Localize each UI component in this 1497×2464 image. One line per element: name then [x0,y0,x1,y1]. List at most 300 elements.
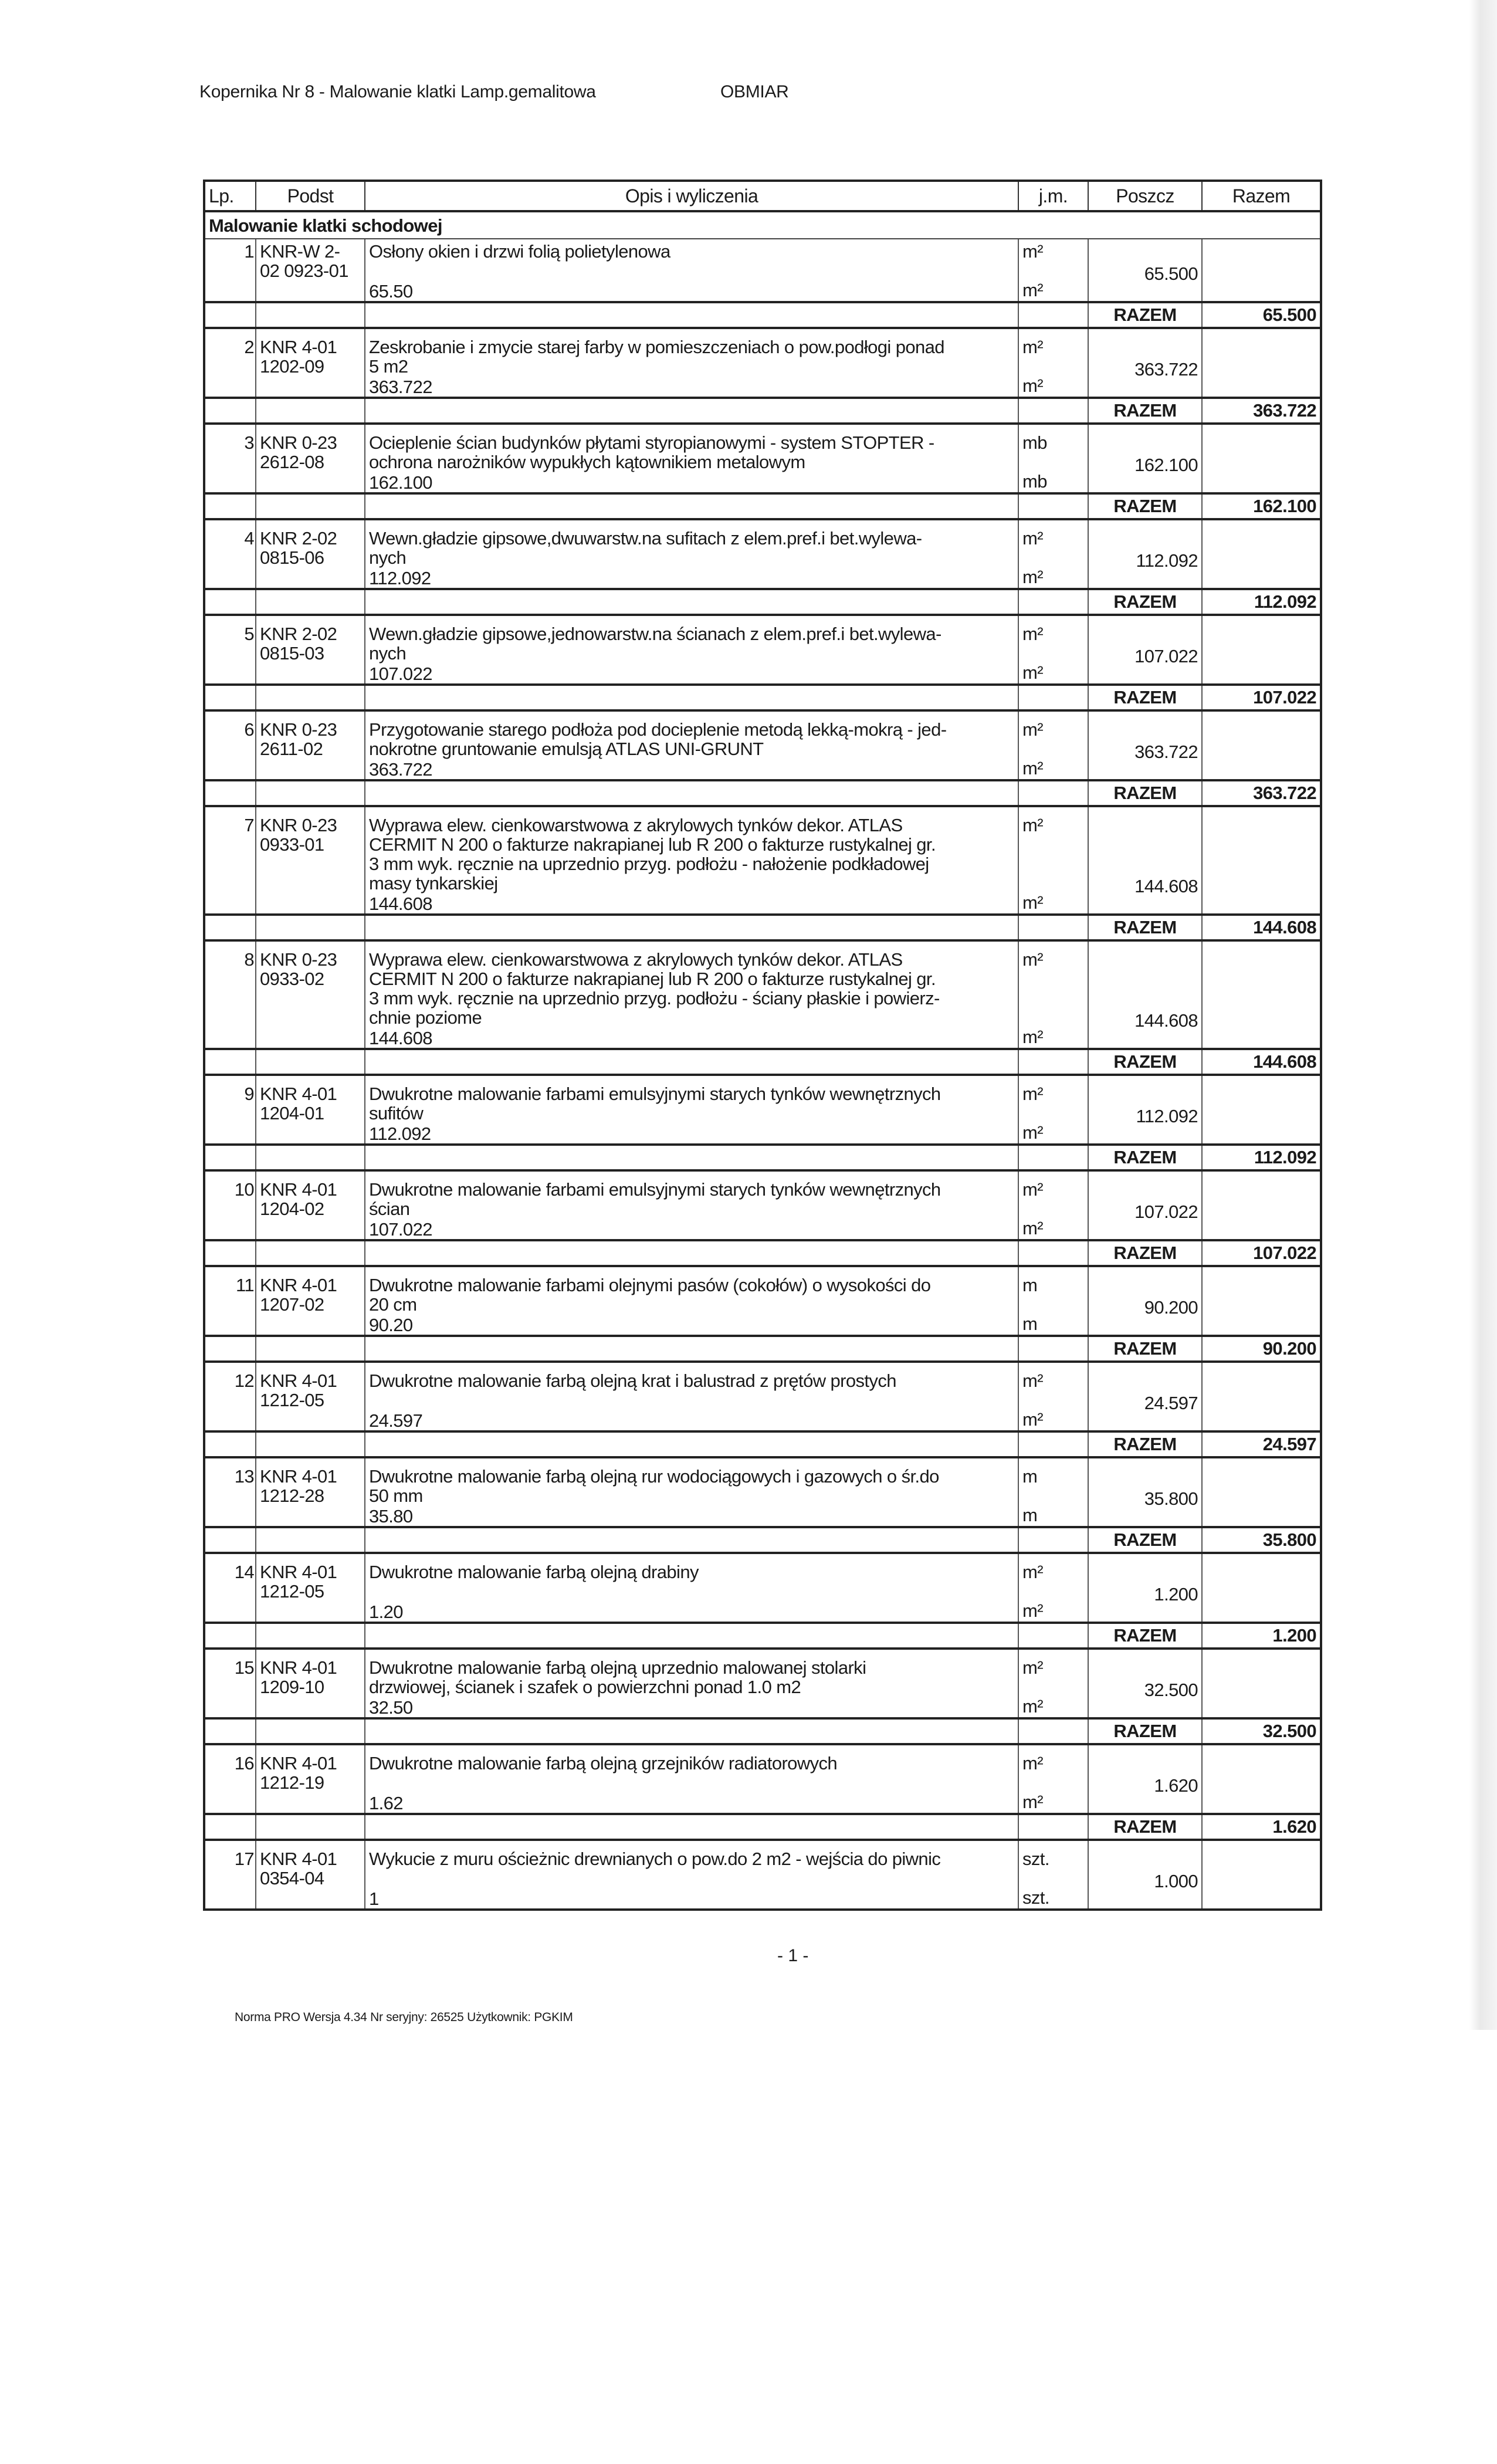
razem-empty-cell [1018,589,1088,615]
item-podst [256,1656,365,1718]
description-line: Ocieplenie ścian budynków płytami styropianowymi - system STOPTER - [369,432,934,453]
podst-line: KNR 2-02 [260,624,337,644]
razem-empty-cell [204,1336,256,1362]
razem-label: RAZEM [1088,1049,1202,1075]
podst-line: 02 0923-01 [260,260,348,281]
item-lp: 3 [204,431,256,493]
spacer-cell [1018,1075,1088,1082]
item-quantity-calc: 32.50 [369,1697,413,1718]
spacer-cell [204,1170,256,1177]
podst-line: 1212-19 [260,1772,324,1793]
item-unit-result: m² [1022,1409,1043,1430]
spacer-row [204,519,1321,526]
description-line: Dwukrotne malowanie farbą olejną drabiny [369,1562,699,1582]
podst-line: KNR 2-02 [260,528,337,549]
item-unit: m² [1022,1370,1043,1391]
spacer-cell [256,1457,365,1464]
podst-line: KNR 0-23 [260,719,337,740]
item-poszcz: 1.000 [1088,1847,1202,1910]
description-line: chnie poziome [369,1007,482,1028]
item-quantity-calc: 1.62 [369,1793,403,1813]
razem-label: RAZEM [1088,589,1202,615]
item-unit: m² [1022,624,1043,644]
spacer-cell [1202,710,1321,717]
description-line: Dwukrotne malowanie farbami emulsyjnymi starych tynków wewnętrznych [369,1179,941,1200]
item-unit: m [1022,1275,1038,1295]
spacer-cell [1088,1266,1202,1273]
razem-value: 107.022 [1202,1240,1321,1266]
col-podst: Podst [256,181,365,211]
spacer-cell [256,328,365,335]
item-unit-result: m [1022,1505,1038,1525]
spacer-cell [204,940,256,947]
razem-row [204,685,1321,710]
razem-row [204,1527,1321,1553]
razem-row [204,302,1321,328]
razem-empty-cell [365,1240,1018,1266]
table-row [204,1847,1321,1910]
item-unit-cell [1018,1177,1088,1240]
spacer-cell [204,1649,256,1656]
spacer-cell [204,328,256,335]
table-row [204,431,1321,493]
description-line: Dwukrotne malowanie farbą olejną rur wodociągowych i gazowych o śr.do [369,1466,939,1487]
item-quantity-calc: 363.722 [369,759,432,780]
razem-empty-cell [204,589,256,615]
item-razem-empty [1202,526,1321,589]
spacer-cell [1202,1840,1321,1847]
spacer-cell [1018,806,1088,813]
spacer-row [204,1553,1321,1560]
spacer-cell [204,1457,256,1464]
spacer-cell [1202,940,1321,947]
spacer-cell [365,1457,1018,1464]
item-lp: 13 [204,1464,256,1527]
podst-line: KNR 4-01 [260,1275,337,1295]
razem-empty-cell [204,915,256,940]
razem-row [204,780,1321,806]
podst-line: KNR 4-01 [260,337,337,357]
razem-label: RAZEM [1088,685,1202,710]
razem-row [204,398,1321,424]
item-poszcz: 144.608 [1088,813,1202,915]
item-razem-empty [1202,622,1321,685]
razem-empty-cell [256,1336,365,1362]
razem-label: RAZEM [1088,1814,1202,1840]
description-line: 3 mm wyk. ręcznie na uprzednio przyg. podłożu - ściany płaskie i powierz- [369,988,940,1008]
spacer-cell [1018,615,1088,622]
razem-empty-cell [1018,302,1088,328]
item-razem-empty [1202,431,1321,493]
razem-empty-cell [365,915,1018,940]
item-description [365,1751,1018,1814]
razem-empty-cell [365,302,1018,328]
razem-row [204,1336,1321,1362]
item-unit-cell [1018,1082,1088,1145]
col-jm: j.m. [1018,181,1088,211]
item-podst [256,1464,365,1527]
description-line: drzwiowej, ścianek i szafek o powierzchni ponad 1.0 m2 [369,1677,801,1697]
podst-line: KNR 0-23 [260,432,337,453]
spacer-cell [256,1840,365,1847]
spacer-cell [365,1266,1018,1273]
spacer-cell [1018,1170,1088,1177]
table-row [204,1560,1321,1623]
spacer-cell [365,1362,1018,1369]
spacer-cell [1018,1266,1088,1273]
item-description [365,1177,1018,1240]
podst-line: 0815-03 [260,643,324,664]
table-row [204,1177,1321,1240]
item-podst [256,1560,365,1623]
item-unit-result: m² [1022,1600,1043,1621]
razem-value: 1.620 [1202,1814,1321,1840]
item-description [365,1369,1018,1431]
spacer-cell [1202,1266,1321,1273]
item-lp: 12 [204,1369,256,1431]
item-razem-empty [1202,1082,1321,1145]
razem-empty-cell [256,685,365,710]
item-poszcz: 24.597 [1088,1369,1202,1431]
item-podst [256,813,365,915]
podst-line: KNR 4-01 [260,1370,337,1391]
col-razem: Razem [1202,181,1321,211]
spacer-cell [1018,1840,1088,1847]
razem-empty-cell [1018,1623,1088,1649]
item-razem-empty [1202,1656,1321,1718]
item-lp: 17 [204,1847,256,1910]
razem-empty-cell [365,398,1018,424]
description-line: ochrona narożników wypukłych kątownikiem metalowym [369,452,805,472]
item-unit-cell [1018,1751,1088,1814]
spacer-cell [365,1744,1018,1751]
spacer-cell [256,1553,365,1560]
razem-label: RAZEM [1088,1431,1202,1457]
section-title: Malowanie klatki schodowej [204,211,1321,239]
podst-line: 0933-02 [260,969,324,989]
spacer-cell [365,1553,1018,1560]
podst-line: 0354-04 [260,1868,324,1888]
razem-empty-cell [256,1049,365,1075]
razem-value: 112.092 [1202,589,1321,615]
item-lp: 1 [204,239,256,302]
razem-empty-cell [256,589,365,615]
item-quantity-calc: 144.608 [369,1028,432,1048]
razem-empty-cell [1018,1431,1088,1457]
spacer-cell [1088,710,1202,717]
razem-label: RAZEM [1088,398,1202,424]
item-lp: 2 [204,335,256,398]
spacer-cell [204,1266,256,1273]
item-unit: m² [1022,1179,1043,1200]
item-poszcz: 1.620 [1088,1751,1202,1814]
razem-row [204,1623,1321,1649]
razem-empty-cell [256,780,365,806]
col-poszcz: Poszcz [1088,181,1202,211]
razem-row [204,915,1321,940]
item-description [365,526,1018,589]
item-razem-empty [1202,1751,1321,1814]
razem-row [204,589,1321,615]
razem-empty-cell [1018,493,1088,519]
podst-line: 1212-05 [260,1390,324,1410]
item-unit-cell [1018,1560,1088,1623]
item-unit: m² [1022,719,1043,740]
podst-line: 1207-02 [260,1294,324,1315]
spacer-cell [365,940,1018,947]
spacer-cell [365,806,1018,813]
item-poszcz: 107.022 [1088,1177,1202,1240]
razem-empty-cell [256,1431,365,1457]
document-title: Kopernika Nr 8 - Malowanie klatki Lamp.gemalitowa [199,82,596,101]
razem-empty-cell [256,302,365,328]
item-podst [256,1177,365,1240]
item-razem-empty [1202,1560,1321,1623]
podst-line: KNR 4-01 [260,1084,337,1104]
item-unit: m² [1022,815,1043,835]
podst-line: KNR 4-01 [260,1179,337,1200]
razem-empty-cell [365,1431,1018,1457]
podst-line: 0933-01 [260,834,324,855]
spacer-cell [256,1362,365,1369]
description-line: Dwukrotne malowanie farbą olejną uprzednio malowanej stolarki [369,1657,866,1678]
item-unit-result: m² [1022,1122,1043,1143]
item-podst [256,1751,365,1814]
razem-row [204,493,1321,519]
item-poszcz: 162.100 [1088,431,1202,493]
podst-line: 0815-06 [260,547,324,568]
item-unit-result: m² [1022,280,1043,300]
description-line: Zeskrobanie i zmycie starej farby w pomieszczeniach o pow.podłogi ponad [369,337,944,357]
spacer-cell [1202,519,1321,526]
item-unit: m² [1022,337,1043,357]
razem-label: RAZEM [1088,780,1202,806]
spacer-cell [256,615,365,622]
razem-empty-cell [1018,685,1088,710]
razem-empty-cell [256,915,365,940]
razem-empty-cell [204,1814,256,1840]
razem-empty-cell [1018,1336,1088,1362]
item-quantity-calc: 107.022 [369,664,432,684]
description-line: 5 m2 [369,356,408,377]
table-row [204,335,1321,398]
item-description [365,1082,1018,1145]
spacer-cell [1088,1744,1202,1751]
razem-value: 35.800 [1202,1527,1321,1553]
spacer-row [204,1170,1321,1177]
item-razem-empty [1202,1369,1321,1431]
table-row [204,526,1321,589]
item-podst [256,717,365,780]
item-unit-result: m² [1022,1027,1043,1047]
table-row [204,1464,1321,1527]
razem-empty-cell [256,493,365,519]
podst-line: KNR 4-01 [260,1849,337,1869]
spacer-cell [256,1744,365,1751]
razem-empty-cell [256,1623,365,1649]
table-row [204,1369,1321,1431]
spacer-cell [1202,424,1321,431]
item-poszcz: 363.722 [1088,335,1202,398]
spacer-cell [1088,519,1202,526]
spacer-cell [1018,1457,1088,1464]
razem-empty-cell [1018,1814,1088,1840]
description-line: Dwukrotne malowanie farbą olejną grzejników radiatorowych [369,1753,838,1773]
section-row [204,211,1321,239]
razem-value: 32.500 [1202,1718,1321,1744]
page-number: - 1 - [777,1946,809,1965]
col-opis: Opis i wyliczenia [365,181,1018,211]
item-unit: m² [1022,528,1043,549]
spacer-cell [256,1075,365,1082]
item-description [365,947,1018,1049]
spacer-cell [365,424,1018,431]
spacer-cell [256,940,365,947]
item-unit-result: mb [1022,471,1047,492]
item-unit-cell [1018,622,1088,685]
spacer-cell [365,1649,1018,1656]
item-description [365,1847,1018,1910]
razem-empty-cell [256,1145,365,1170]
razem-empty-cell [365,685,1018,710]
spacer-row [204,615,1321,622]
spacer-cell [1018,1649,1088,1656]
spacer-cell [1018,328,1088,335]
razem-empty-cell [1018,1527,1088,1553]
description-line: nych [369,547,407,568]
spacer-cell [1202,1553,1321,1560]
item-description [365,1560,1018,1623]
spacer-row [204,940,1321,947]
razem-empty-cell [204,1623,256,1649]
item-poszcz: 363.722 [1088,717,1202,780]
item-poszcz: 107.022 [1088,622,1202,685]
item-unit-cell [1018,1369,1088,1431]
spacer-cell [365,1075,1018,1082]
razem-empty-cell [1018,398,1088,424]
razem-value: 107.022 [1202,685,1321,710]
podst-line: KNR 0-23 [260,949,337,970]
item-quantity-calc: 144.608 [369,893,432,914]
item-unit-cell [1018,1656,1088,1718]
item-lp: 4 [204,526,256,589]
table-row [204,1273,1321,1336]
podst-line: KNR 4-01 [260,1753,337,1773]
item-razem-empty [1202,947,1321,1049]
item-razem-empty [1202,1273,1321,1336]
razem-label: RAZEM [1088,1240,1202,1266]
description-line: nych [369,643,407,664]
item-podst [256,239,365,302]
description-line: Wyprawa elew. cienkowarstwowa z akrylowych tynków dekor. ATLAS [369,949,903,970]
spacer-cell [1018,424,1088,431]
item-razem-empty [1202,1464,1321,1527]
item-unit-cell [1018,1464,1088,1527]
razem-empty-cell [365,493,1018,519]
spacer-row [204,1266,1321,1273]
document-type: OBMIAR [720,82,789,101]
spacer-cell [1088,1553,1202,1560]
razem-empty-cell [256,1527,365,1553]
spacer-row [204,1457,1321,1464]
table-row [204,813,1321,915]
item-description [365,813,1018,915]
item-unit-result: m² [1022,758,1043,779]
spacer-cell [256,1266,365,1273]
razem-label: RAZEM [1088,1527,1202,1553]
razem-row [204,1240,1321,1266]
item-poszcz: 112.092 [1088,1082,1202,1145]
spacer-cell [204,1075,256,1082]
razem-empty-cell [204,1240,256,1266]
podst-line: KNR-W 2- [260,241,340,262]
razem-empty-cell [256,1240,365,1266]
podst-line: 1212-05 [260,1581,324,1602]
spacer-cell [204,806,256,813]
spacer-cell [365,328,1018,335]
spacer-row [204,1649,1321,1656]
spacer-row [204,424,1321,431]
razem-empty-cell [1018,780,1088,806]
description-line: Przygotowanie starego podłoża pod docieplenie metodą lekką-mokrą - jed- [369,719,947,740]
spacer-cell [204,1362,256,1369]
item-quantity-calc: 107.022 [369,1219,432,1240]
podst-line: KNR 4-01 [260,1562,337,1582]
razem-label: RAZEM [1088,493,1202,519]
razem-label: RAZEM [1088,1336,1202,1362]
description-line: CERMIT N 200 o fakturze nakrapianej lub R 200 o fakturze rustykalnej gr. [369,969,936,989]
description-line: masy tynkarskiej [369,873,498,893]
razem-empty-cell [204,1527,256,1553]
spacer-row [204,328,1321,335]
item-poszcz: 90.200 [1088,1273,1202,1336]
spacer-cell [204,1744,256,1751]
item-razem-empty [1202,813,1321,915]
razem-value: 363.722 [1202,780,1321,806]
spacer-cell [1202,1457,1321,1464]
description-line: 50 mm [369,1485,423,1506]
table-row [204,717,1321,780]
spacer-cell [1202,1075,1321,1082]
item-unit: szt. [1022,1849,1049,1869]
podst-line: 1212-28 [260,1485,324,1506]
podst-line: 1204-02 [260,1199,324,1219]
spacer-cell [204,1553,256,1560]
item-poszcz: 65.500 [1088,239,1202,302]
spacer-cell [1088,806,1202,813]
razem-value: 144.608 [1202,915,1321,940]
razem-empty-cell [365,1527,1018,1553]
podst-line: 1204-01 [260,1103,324,1123]
item-unit-cell [1018,1847,1088,1910]
spacer-cell [1018,1362,1088,1369]
item-podst [256,526,365,589]
spacer-cell [256,1170,365,1177]
spacer-cell [1202,1170,1321,1177]
item-lp: 11 [204,1273,256,1336]
spacer-cell [204,519,256,526]
razem-row [204,1145,1321,1170]
spacer-cell [204,1840,256,1847]
item-quantity-calc: 112.092 [369,568,431,588]
razem-empty-cell [365,1336,1018,1362]
spacer-row [204,806,1321,813]
razem-empty-cell [256,1718,365,1744]
razem-empty-cell [365,1145,1018,1170]
razem-label: RAZEM [1088,1623,1202,1649]
item-unit-cell [1018,335,1088,398]
item-unit: m² [1022,241,1043,262]
